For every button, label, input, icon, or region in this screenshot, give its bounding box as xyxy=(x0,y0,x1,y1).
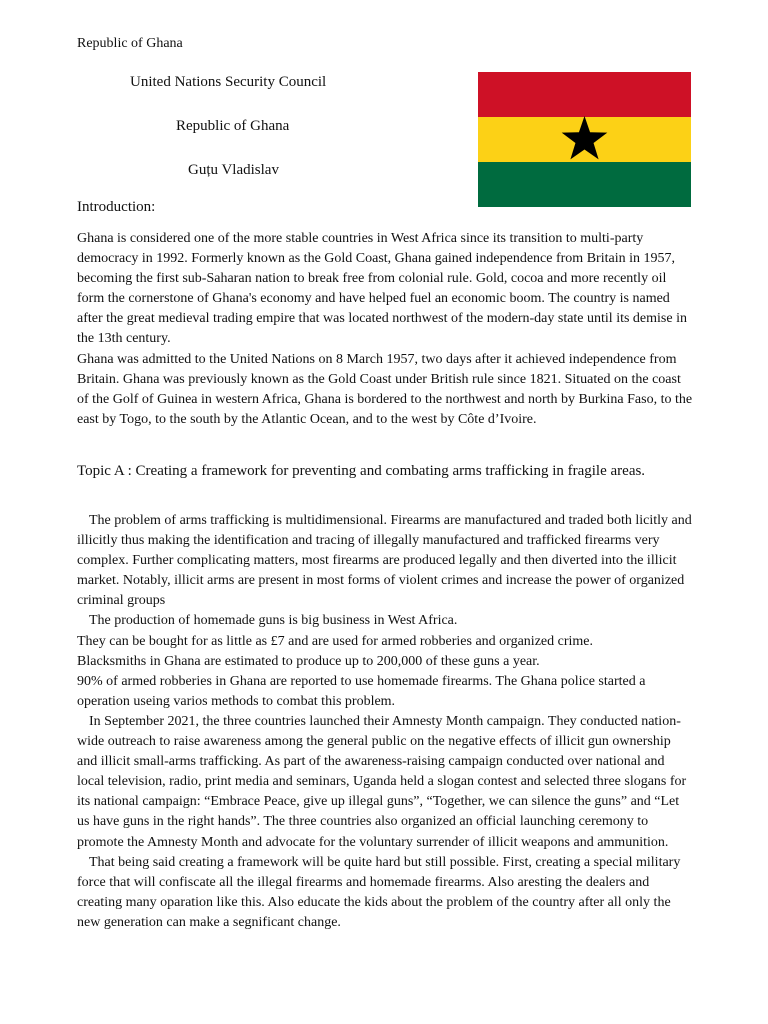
flag-stripe-green xyxy=(478,162,691,207)
ghana-flag-image xyxy=(478,72,691,207)
topic-paragraph-3: They can be bought for as little as £7 and are used for armed robberies and organized crime. xyxy=(77,633,593,649)
council-name: United Nations Security Council xyxy=(130,74,327,90)
topic-a-body xyxy=(77,511,693,933)
introduction-heading: Introduction: xyxy=(77,199,156,215)
topic-paragraph-7: That being said creating a framework will be quite hard but still possible. First, creating a special military force that will confiscate all the illegal firearms and homemade firearms. Also aresting the dealers and creating many oparation like this. Also educate the kids about the problem of the country after all only the new generation can make a segnificant change. xyxy=(77,854,681,930)
intro-paragraph-2: Ghana was admitted to the United Nations on 8 March 1957, two days after it achieved independence from Britain. Ghana was previously known as the Gold Coast under British rule since 1821. Situated on the coast of the Golf of Guinea in western Africa, Ghana is bordered to the northwest and north by Burkina Faso, to the east by Togo, to the south by the Atlantic Ocean, and to the west by Côte d’Ivoire. xyxy=(77,351,693,427)
topic-a-heading: Topic A : Creating a framework for preventing and combating arms trafficking in fragile areas. xyxy=(77,463,646,479)
country-name: Republic of Ghana xyxy=(176,118,290,134)
introduction-body xyxy=(77,229,693,430)
topic-paragraph-4: Blacksmiths in Ghana are estimated to produce up to 200,000 of these guns a year. xyxy=(77,653,540,669)
topic-paragraph-2: The production of homemade guns is big business in West Africa. xyxy=(89,613,458,629)
intro-paragraph-1: Ghana is considered one of the more stable countries in West Africa since its transition to multi-party democracy in 1992. Formerly known as the Gold Coast, Ghana gained independence from Britain in 1957, becoming the first sub-Saharan nation to break free from colonial rule. Gold, cocoa and more recently oil form the cornerstone of Ghana's economy and have helped fuel an economic boom. The country is named after the great medieval trading empire that was located northwest of the modern-day state until its demise in the 13th century. xyxy=(77,231,687,347)
topic-paragraph-1: The problem of arms trafficking is multidimensional. Firearms are manufactured and traded both licitly and illicitly thus making the identification and tracing of illegally manufactured and trafficked firearms very complex. Further complicating matters, most firearms are produced legally and then diverted into the illicit market. Notably, illicit arms are present in most forms of violent crimes and increase the power of organized criminal groups xyxy=(77,513,692,609)
delegate-name: Guțu Vladislav xyxy=(188,162,279,178)
running-header: Republic of Ghana xyxy=(77,36,183,51)
topic-paragraph-5: 90% of armed robberies in Ghana are reported to use homemade firearms. The Ghana police started a operation useing varios methods to combat this problem. xyxy=(77,673,646,709)
flag-stripe-red xyxy=(478,72,691,117)
topic-paragraph-6: In September 2021, the three countries launched their Amnesty Month campaign. They conducted nation-wide outreach to raise awareness among the general public on the negative effects of illicit gun ownership and illicit small-arms trafficking. As part of the awareness-raising campaign conducted over national and local television, radio, print media and seminars, Uganda held a slogan contest and selected three slogans for its national campaign: “Embrace Peace, give up illegal guns”, “Together, we can silence the guns” and “Let us have guns in the right hands”. The three countries also organized an official launching ceremony to promote the Amnesty Month and advocate for the voluntary surrender of illicit weapons and ammunition. xyxy=(77,713,687,850)
